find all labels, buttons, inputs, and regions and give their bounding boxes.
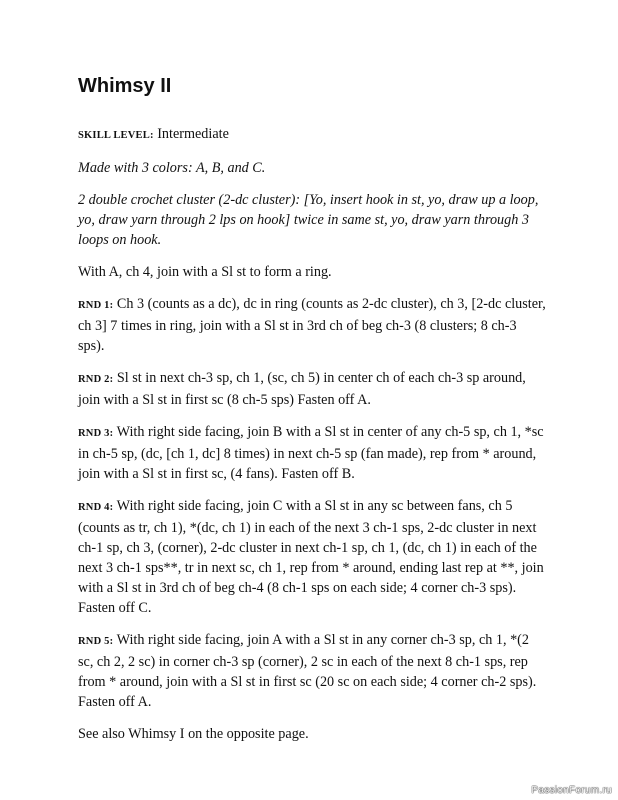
round-text: With right side facing, join C with a Sl st in any sc between fans, ch 5 (counts as tr, ch 1), *(dc, ch 1) in each of the next 3 ch-1 sps, 2-dc cluster in next ch-1 sp, ch 3, (corner), 2-dc cluster in next ch-1 sp, ch 1, (dc, ch 1) in each of the next 3 ch-1 sps**, tr in next sc, ch 1, rep from * around, ending last rep at **, join with a Sl st in 3rd ch of beg ch-4 (8 ch-1 sps on each side; 4 corner ch-3 sps). Fasten off C. bbox=[78, 498, 544, 616]
start-instruction: With A, ch 4, join with a Sl st to form a ring. bbox=[78, 264, 332, 280]
skill-level bbox=[78, 124, 546, 146]
colors-note: Made with 3 colors: A, B, and C. bbox=[78, 160, 266, 176]
pattern-page bbox=[78, 74, 546, 756]
round-text: With right side facing, join B with a Sl st in center of any ch-5 sp, ch 1, *sc in ch-5 sp, (dc, [ch 1, dc] 8 times) in next ch-5 sp (fan made), rep from * around, join with a Sl st in first sc, (4 fans). Fasten off B. bbox=[78, 424, 544, 482]
round-label: RND 3: bbox=[78, 428, 114, 439]
round-label: RND 4: bbox=[78, 502, 114, 513]
round-5 bbox=[78, 630, 546, 712]
round-1 bbox=[78, 294, 546, 356]
round-3 bbox=[78, 422, 546, 484]
skill-level-label: SKILL LEVEL: bbox=[78, 130, 154, 141]
round-label: RND 2: bbox=[78, 374, 114, 385]
cluster-note: 2 double crochet cluster (2-dc cluster): [Yo, insert hook in st, yo, draw up a loop, yo, draw yarn through 2 lps on hook] twice in same st, yo, draw yarn through 3 loops on hook. bbox=[78, 192, 539, 248]
round-text: Ch 3 (counts as a dc), dc in ring (counts as 2-dc cluster), ch 3, [2-dc cluster, ch 3] 7 times in ring, join with a Sl st in 3rd ch of beg ch-3 (8 clusters; 8 ch-3 sps). bbox=[78, 296, 546, 354]
round-label: RND 5: bbox=[78, 636, 114, 647]
round-text: Sl st in next ch-3 sp, ch 1, (sc, ch 5) in center ch of each ch-3 sp around, join with a Sl st in first sc (8 ch-5 sps) Fasten off A. bbox=[78, 370, 526, 408]
pattern-title: Whimsy II bbox=[78, 75, 172, 97]
round-2 bbox=[78, 368, 546, 410]
round-text: With right side facing, join A with a Sl st in any corner ch-3 sp, ch 1, *(2 sc, ch 2, 2 sc) in corner ch-3 sp (corner), 2 sc in each of the next 8 ch-1 sps, rep from * around, join with a Sl st in first sc (20 sc on each side; 4 corner ch-2 sps). Fasten off A. bbox=[78, 632, 537, 710]
watermark: PassionForum.ru bbox=[531, 785, 612, 796]
skill-level-value: Intermediate bbox=[153, 126, 229, 142]
see-also-note: See also Whimsy I on the opposite page. bbox=[78, 726, 309, 742]
round-label: RND 1: bbox=[78, 300, 114, 311]
round-4 bbox=[78, 496, 546, 618]
